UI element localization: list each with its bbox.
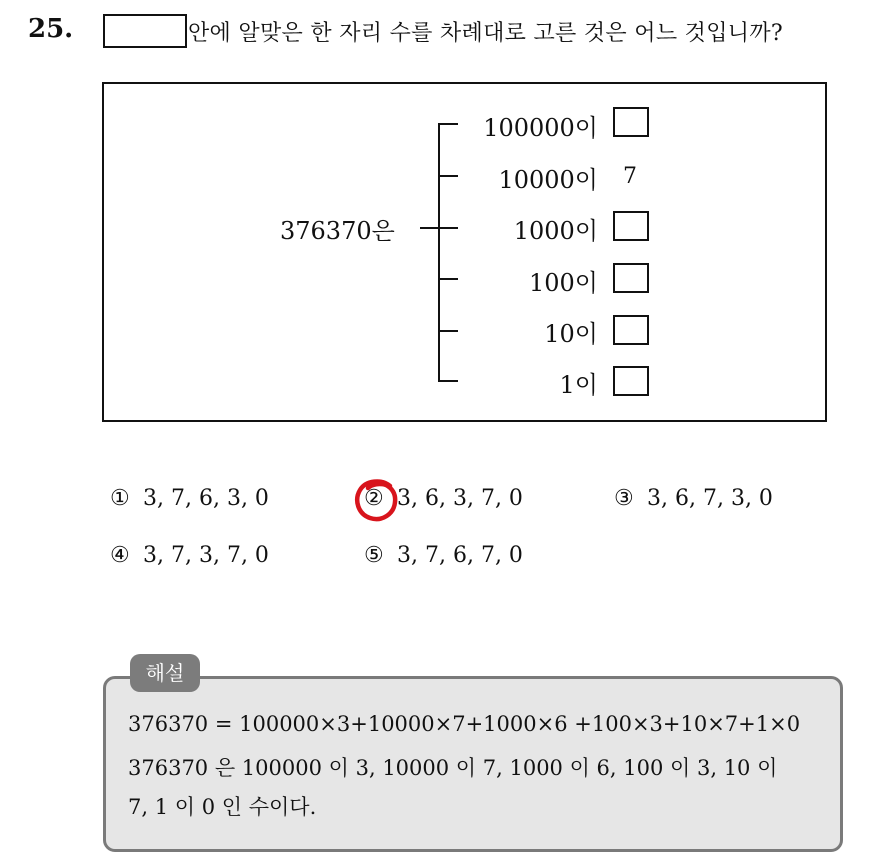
choice-mark: ⑤ (364, 543, 384, 568)
diagram-row-label: 10이 (544, 320, 598, 348)
answer-box (613, 211, 649, 241)
diagram-row-label: 1000이 (513, 217, 598, 245)
choice-1[interactable] (110, 486, 269, 511)
choice-text: 3, 7, 3, 7, 0 (143, 543, 269, 568)
diagram-row-label: 1이 (559, 371, 598, 399)
answer-box (613, 315, 649, 345)
choice-mark: ① (110, 486, 130, 511)
diagram-row-label: 100000이 (483, 114, 598, 142)
choice-text: 3, 6, 7, 3, 0 (647, 486, 773, 511)
choice-mark: ② (364, 486, 384, 511)
choice-3[interactable] (614, 486, 773, 511)
question-blank-box (103, 14, 187, 48)
answer-box (613, 263, 649, 293)
explanation-line: 376370 = 100000×3+10000×7+1000×6 +100×3+10×7+1×0 (128, 712, 801, 736)
choice-text: 3, 6, 3, 7, 0 (397, 486, 523, 511)
explanation-tag: 해설 (130, 654, 200, 692)
choice-mark: ③ (614, 486, 634, 511)
question-number: 25. (28, 14, 74, 44)
explanation-line: 7, 1 이 0 인 수이다. (128, 795, 317, 819)
diagram-row-label: 100이 (529, 269, 598, 297)
answer-box (613, 366, 649, 396)
choice-text: 3, 7, 6, 7, 0 (397, 543, 523, 568)
choice-5[interactable] (364, 543, 523, 568)
explanation-line: 376370 은 100000 이 3, 10000 이 7, 1000 이 6, 100 이 3, 10 이 (128, 756, 778, 780)
given-digit: 7 (623, 164, 637, 189)
choice-4[interactable] (110, 543, 269, 568)
diagram-main-label: 376370은 (280, 217, 395, 245)
choice-mark: ④ (110, 543, 130, 568)
diagram-row-label: 10000이 (498, 166, 598, 194)
question-text: 안에 알맞은 한 자리 수를 차례대로 고른 것은 어느 것입니까? (188, 21, 783, 46)
selected-answer-circle (354, 478, 400, 522)
answer-box (613, 107, 649, 137)
choice-text: 3, 7, 6, 3, 0 (143, 486, 269, 511)
